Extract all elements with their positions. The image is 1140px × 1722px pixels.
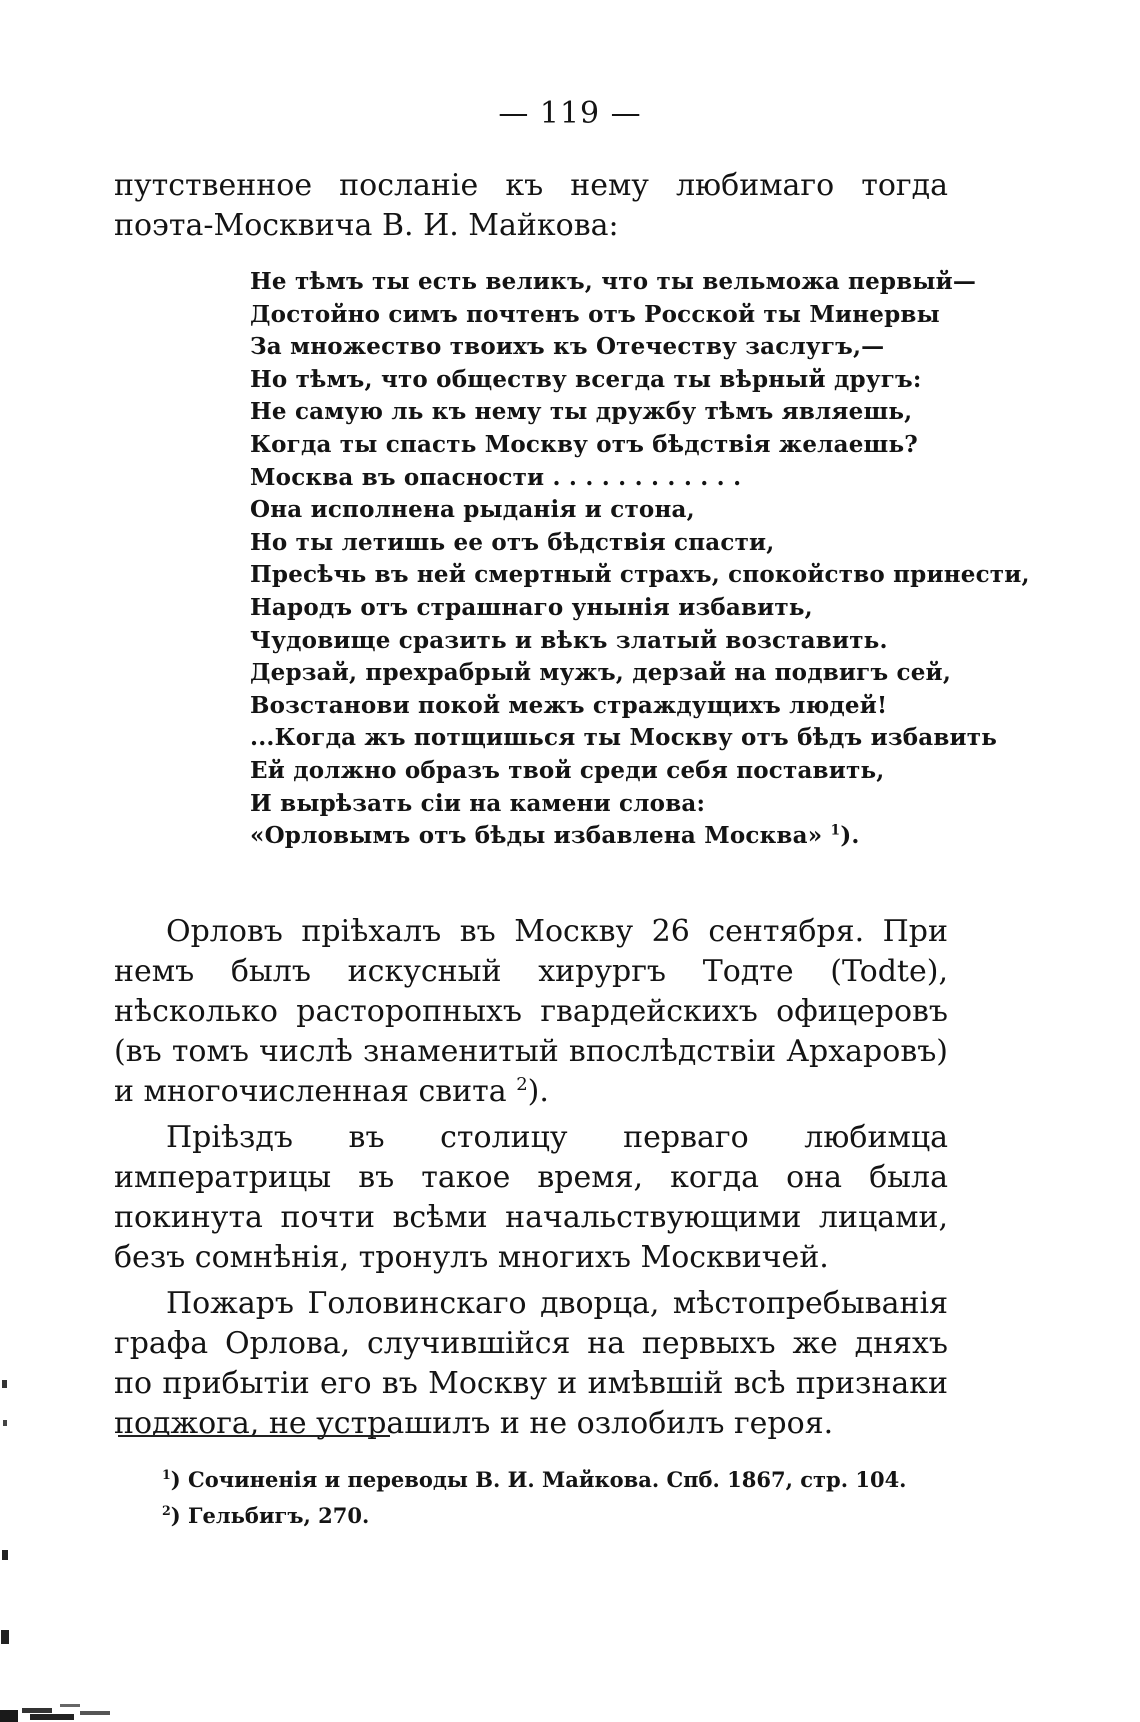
poem-line: Достойно симъ почтенъ отъ Росской ты Минервы (250, 300, 940, 328)
footnote-mark: 1 (162, 1467, 171, 1482)
footnote-ref-1[interactable]: 1 (830, 822, 841, 839)
poem-line: Ей должно образъ твой среди себя поставить, (250, 756, 885, 784)
poem-line: Она исполнена рыданія и стона, (250, 496, 695, 524)
intro-text: путственное посланіе къ нему любимаго тогда поэта-Москвича В. И. Майкова: (114, 168, 948, 243)
poem-last-line-text: «Орловымъ отъ бѣды избавлена Москва» (250, 822, 823, 850)
paragraph-1 (114, 912, 948, 1112)
poem-last-line (250, 820, 890, 853)
scan-edge-artifact (0, 1380, 16, 1680)
footnotes (162, 1462, 942, 1534)
poem-line: Москва въ опасности . . . . . . . . . . . . (250, 463, 742, 491)
poem-line: За множество твоихъ къ Отечеству заслугъ,— (250, 333, 885, 361)
footnote-ref-2[interactable]: 2 (516, 1074, 528, 1095)
poem-last-line-end: ). (840, 822, 860, 850)
poem-line: Народъ отъ страшнаго унынія избавить, (250, 593, 813, 621)
footnote-text: ) Гельбигъ, 270. (170, 1503, 370, 1528)
paragraph-2: Пріѣздъ въ столицу перваго любимца императрицы въ такое время, когда она была покинута почти всѣми начальствующими лицами, безъ сомнѣнія, тронулъ многихъ Москвичей. (114, 1120, 948, 1275)
poem-line: ...Когда жъ потщишься ты Москву отъ бѣдъ избавить (250, 724, 998, 752)
footnote-divider (118, 1435, 390, 1437)
footnote-2 (162, 1498, 942, 1534)
paragraph-1-end: ). (527, 1074, 549, 1109)
poem-line: Но тѣмъ, что обществу всегда ты вѣрный другъ: (250, 365, 922, 393)
poem-line: Чудовище сразить и вѣкъ златый возставить. (250, 626, 888, 654)
poem-line: Не тѣмъ ты есть великъ, что ты вельможа первый— (250, 268, 977, 295)
poem-line: И вырѣзать сіи на камени слова: (250, 789, 706, 817)
poem-quote (250, 266, 1030, 853)
paragraph-3: Пожаръ Головинскаго дворца, мѣстопребыванія графа Орлова, случившійся на первыхъ же дняхъ по прибытіи его въ Москву и имѣвшій всѣ признаки поджога, не устрашилъ и не озлобилъ героя. (114, 1286, 948, 1441)
body-text (114, 912, 948, 1450)
poem-line: Возстанови покой межъ страждущихъ людей! (250, 691, 888, 719)
intro-paragraph (114, 166, 948, 246)
poem-line: Дерзай, прехрабрый мужъ, дерзай на подвигъ сей, (250, 659, 952, 687)
footnote-mark: 2 (162, 1503, 171, 1518)
poem-line: Но ты летишь ее отъ бѣдствія спасти, (250, 528, 775, 556)
scan-corner-artifact (0, 1688, 140, 1722)
footnote-text: ) Сочиненія и переводы В. И. Майкова. Спб. 1867, стр. 104. (170, 1467, 907, 1492)
page-number: — 119 — (498, 96, 642, 131)
poem-line: Пресѣчь въ ней смертный страхъ, спокойство принести, (250, 561, 1030, 589)
footnote-1 (162, 1462, 942, 1498)
poem-line: Когда ты спасть Москву отъ бѣдствія желаешь? (250, 430, 918, 458)
poem-line: Не самую ль къ нему ты дружбу тѣмъ являешь, (250, 398, 913, 426)
paragraph-1-text: Орловъ пріѣхалъ въ Москву 26 сентября. При немъ былъ искусный хирургъ Тодте (Todte), нѣсколько расторопныхъ гвардейскихъ офицеровъ (въ томъ числѣ знаменитый впослѣдствіи Архаровъ) и многочисленная свита (114, 914, 948, 1109)
